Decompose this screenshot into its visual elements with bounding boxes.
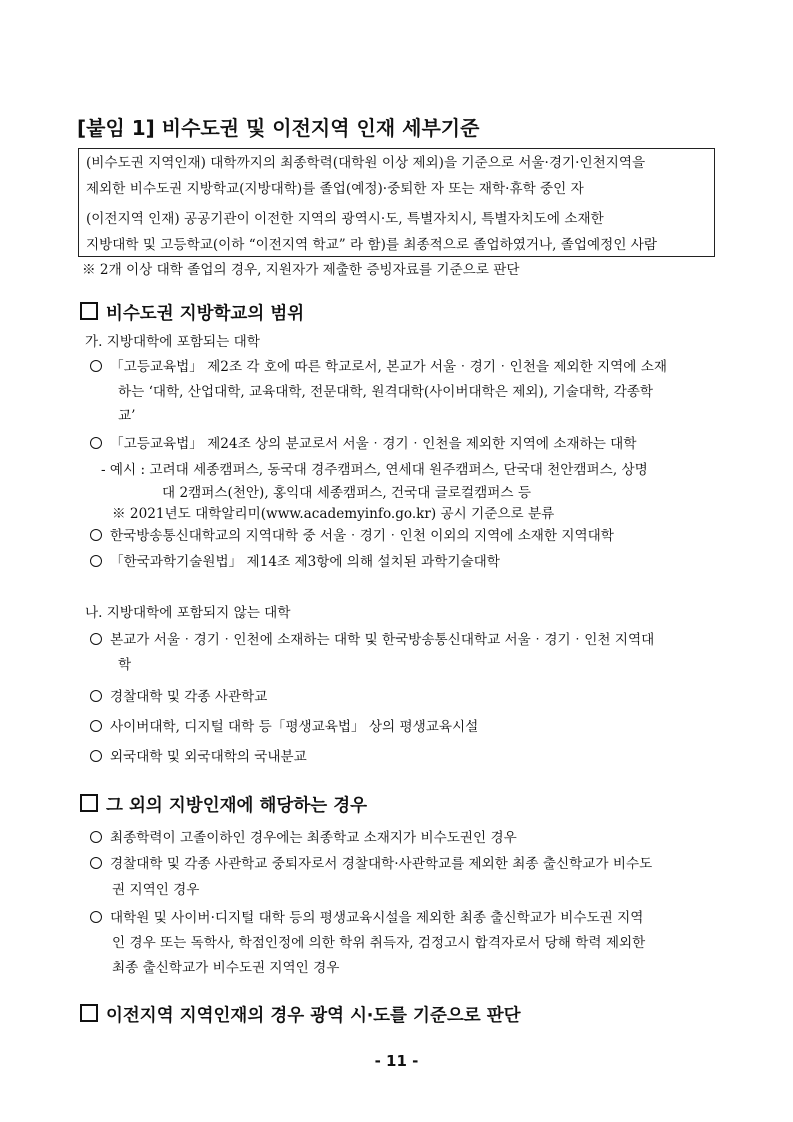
definition-line: 제외한 비수도권 지방학교(지방대학)를 졸업(예정)·중퇴한 자 또는 재학·휴학 중인 자 [86, 181, 584, 197]
box-note: ※ 2개 이상 대학 졸업의 경우, 지원자가 제출한 증빙자료를 기준으로 판단 [82, 262, 520, 278]
subsection-title: 가. 지방대학에 포함되는 대학 [85, 334, 260, 350]
page-number: - 11 - [374, 1052, 419, 1070]
list-item-text: 「고등교육법」 제2조 각 호에 따른 학교로서, 본교가 서울‧경기‧인천을 제외한 지역에 소재 [110, 359, 668, 375]
circle-bullet-icon [90, 360, 102, 372]
subsection-title: 나. 지방대학에 포함되지 않는 대학 [85, 605, 291, 621]
list-item [90, 685, 267, 705]
section-heading [80, 1002, 521, 1027]
example-line: - 예시 : 고려대 세종캠퍼스, 동국대 경주캠퍼스, 연세대 원주캠퍼스, 단국대 천안캠퍼스, 상명 [101, 462, 648, 478]
list-item-text: 본교가 서울‧경기‧인천에 소재하는 대학 및 한국방송통신대학교 서울‧경기‧인천 지역대 [110, 632, 655, 648]
circle-bullet-icon [90, 555, 102, 567]
section-heading [80, 792, 367, 817]
list-item-continued: 최종 출신학교가 비수도권 지역인 경우 [112, 960, 340, 976]
list-item-continued: 학 [118, 657, 132, 673]
list-item-continued: 하는 ‘대학, 산업대학, 교육대학, 전문대학, 원격대학(사이버대학은 제외), 기술대학, 각종학 [118, 384, 654, 400]
list-item-text: 경찰대학 및 각종 사관학교 [110, 689, 268, 705]
example-line: 대 2캠퍼스(천안), 홍익대 세종캠퍼스, 건국대 글로컬캠퍼스 등 [162, 485, 531, 501]
list-item [90, 550, 500, 570]
circle-bullet-icon [90, 529, 102, 541]
list-item [90, 524, 614, 544]
page-title: [붙임 1] 비수도권 및 이전지역 인재 세부기준 [77, 116, 480, 140]
list-item-continued: 인 경우 또는 독학사, 학점인정에 의한 학위 취득자, 검정고시 합격자로서 당해 학력 제외한 [112, 935, 646, 951]
definition-line: (이전지역 인재) 공공기관이 이전한 지역의 광역시·도, 특별자치시, 특별자치도에 소재한 [86, 211, 604, 227]
list-item [90, 826, 517, 846]
list-item-text: 외국대학 및 외국대학의 국내분교 [110, 749, 307, 765]
example-note: ※ 2021년도 대학알리미(www.academyinfo.go.kr) 공시 기준으로 분류 [112, 506, 555, 522]
circle-bullet-icon [90, 720, 102, 732]
list-item-text: 「고등교육법」 제24조 상의 분교로서 서울‧경기‧인천을 제외한 지역에 소재하는 대학 [110, 436, 637, 452]
checkbox-square-icon [80, 794, 98, 812]
list-item [90, 852, 652, 872]
list-item-text: 대학원 및 사이버·디지털 대학 등의 평생교육시설을 제외한 최종 출신학교가 비수도권 지역 [110, 910, 644, 926]
list-item [90, 628, 654, 648]
list-item [90, 355, 667, 375]
list-item [90, 745, 307, 765]
circle-bullet-icon [90, 831, 102, 843]
definition-box [78, 148, 715, 257]
section-heading-text: 비수도권 지방학교의 범위 [106, 304, 305, 324]
circle-bullet-icon [90, 690, 102, 702]
circle-bullet-icon [90, 857, 102, 869]
definition-line: (비수도권 지역인재) 대학까지의 최종학력(대학원 이상 제외)을 기준으로 서울·경기·인천지역을 [86, 155, 646, 171]
section-heading [80, 300, 304, 325]
section-heading-text: 이전지역 지역인재의 경우 광역 시‧도를 기준으로 판단 [106, 1006, 521, 1026]
list-item-text: 「한국과학기술원법」 제14조 제3항에 의해 설치된 과학기술대학 [110, 554, 500, 570]
list-item-text: 사이버대학, 디지털 대학 등「평생교육법」 상의 평생교육시설 [110, 719, 479, 735]
list-item-text: 최종학력이 고졸이하인 경우에는 최종학교 소재지가 비수도권인 경우 [110, 830, 517, 846]
circle-bullet-icon [90, 633, 102, 645]
checkbox-square-icon [80, 302, 98, 320]
list-item-continued: 교’ [118, 408, 136, 424]
definition-line: 지방대학 및 고등학교(이하 “이전지역 학교” 라 함)를 최종적으로 졸업하였거나, 졸업예정인 사람 [86, 237, 658, 253]
list-item [90, 906, 643, 926]
list-item-continued: 권 지역인 경우 [112, 882, 200, 898]
list-item-text: 경찰대학 및 각종 사관학교 중퇴자로서 경찰대학·사관학교를 제외한 최종 출신학교가 비수도 [110, 856, 653, 872]
checkbox-square-icon [80, 1004, 98, 1022]
list-item-text: 한국방송통신대학교의 지역대학 중 서울‧경기‧인천 이외의 지역에 소재한 지역대학 [110, 528, 614, 544]
section-heading-text: 그 외의 지방인재에 해당하는 경우 [106, 796, 368, 816]
circle-bullet-icon [90, 437, 102, 449]
circle-bullet-icon [90, 911, 102, 923]
list-item [90, 715, 478, 735]
circle-bullet-icon [90, 750, 102, 762]
list-item [90, 432, 636, 452]
